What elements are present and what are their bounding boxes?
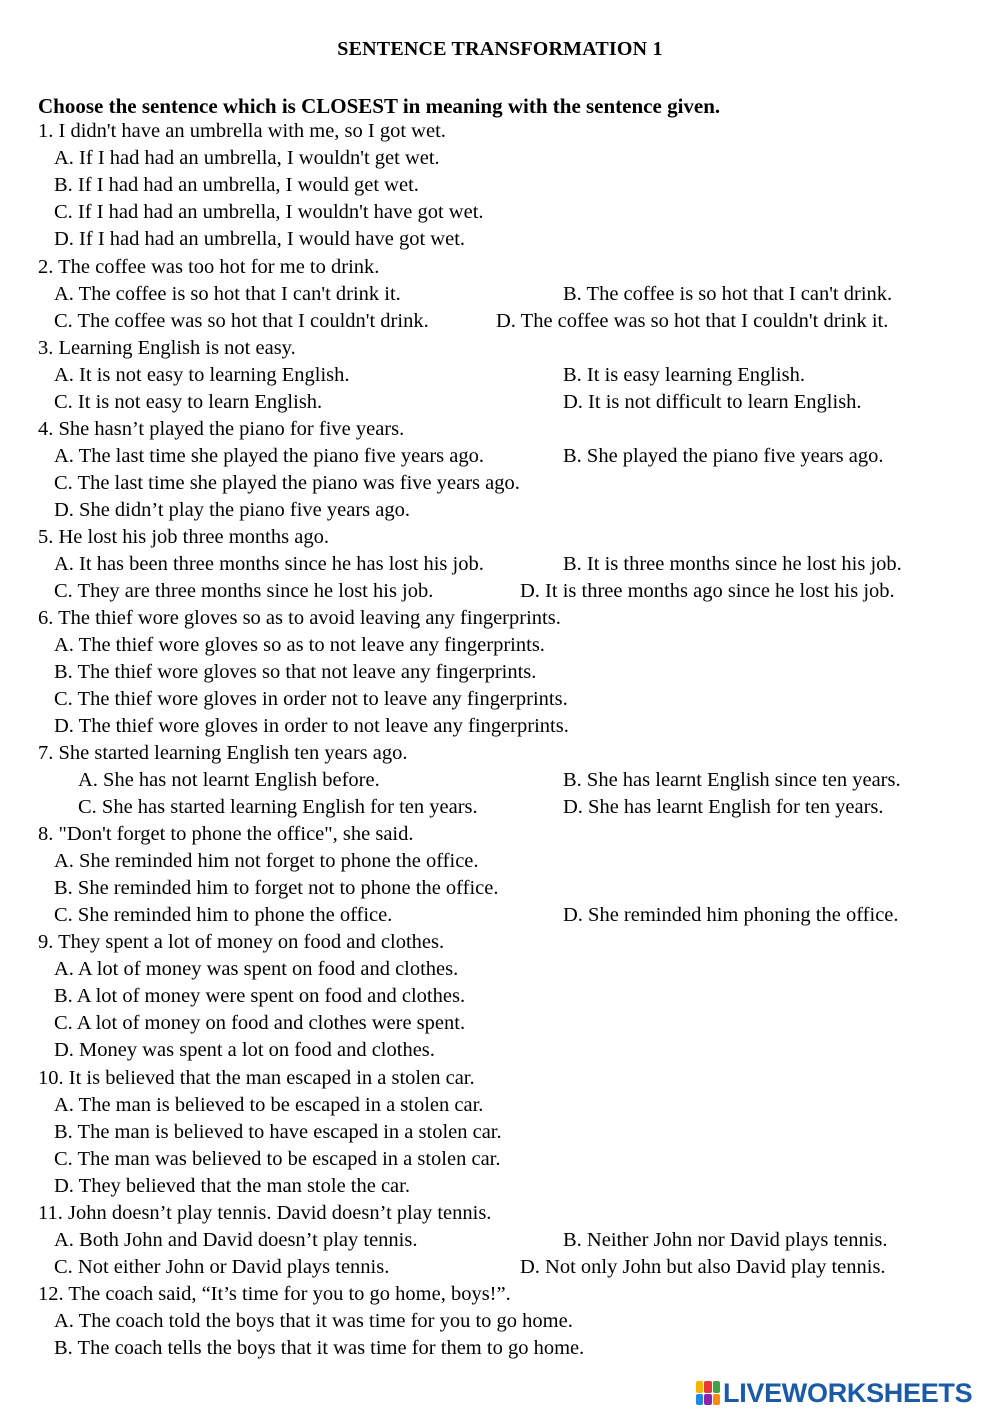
question-7-option-b[interactable]: B. She has learnt English since ten years. bbox=[563, 769, 901, 791]
question-3-option-d[interactable]: D. It is not difficult to learn English. bbox=[563, 391, 862, 413]
question-5-option-c[interactable]: C. They are three months since he lost his job. bbox=[54, 580, 434, 602]
question-11-option-a[interactable]: A. Both John and David doesn’t play tennis. bbox=[54, 1229, 418, 1251]
question-4-option-a[interactable]: A. The last time she played the piano five years ago. bbox=[54, 445, 484, 467]
question-5-option-d[interactable]: D. It is three months ago since he lost his job. bbox=[520, 580, 895, 602]
question-10-option-a[interactable]: A. The man is believed to be escaped in a stolen car. bbox=[54, 1094, 484, 1116]
question-10-prompt: 10. It is believed that the man escaped in a stolen car. bbox=[38, 1067, 475, 1089]
question-6-prompt: 6. The thief wore gloves so as to avoid leaving any fingerprints. bbox=[38, 607, 561, 629]
question-11-option-b[interactable]: B. Neither John nor David plays tennis. bbox=[563, 1229, 888, 1251]
question-4-option-b[interactable]: B. She played the piano five years ago. bbox=[563, 445, 884, 467]
question-4-option-c[interactable]: C. The last time she played the piano was five years ago. bbox=[54, 472, 520, 494]
logo-icon-cell bbox=[713, 1381, 720, 1393]
question-5-prompt: 5. He lost his job three months ago. bbox=[38, 526, 329, 548]
question-4-prompt: 4. She hasn’t played the piano for five years. bbox=[38, 418, 405, 440]
question-7-prompt: 7. She started learning English ten years ago. bbox=[38, 742, 408, 764]
question-6-option-a[interactable]: A. The thief wore gloves so as to not leave any fingerprints. bbox=[54, 634, 545, 656]
question-4-option-d[interactable]: D. She didn’t play the piano five years ago. bbox=[54, 499, 411, 521]
question-1-option-d[interactable]: D. If I had had an umbrella, I would have got wet. bbox=[54, 228, 466, 250]
logo-icon-cell bbox=[704, 1394, 711, 1406]
logo-icon-cell bbox=[696, 1394, 703, 1406]
question-8-option-b[interactable]: B. She reminded him to forget not to phone the office. bbox=[54, 877, 499, 899]
question-2-option-c[interactable]: C. The coffee was so hot that I couldn't drink. bbox=[54, 310, 429, 332]
instruction: Choose the sentence which is CLOSEST in meaning with the sentence given. bbox=[38, 94, 721, 118]
question-11-prompt: 11. John doesn’t play tennis. David doesn’t play tennis. bbox=[38, 1202, 492, 1224]
question-11-option-c[interactable]: C. Not either John or David plays tennis. bbox=[54, 1256, 390, 1278]
question-3-prompt: 3. Learning English is not easy. bbox=[38, 337, 296, 359]
question-1-option-b[interactable]: B. If I had had an umbrella, I would get wet. bbox=[54, 174, 419, 196]
question-3-option-c[interactable]: C. It is not easy to learn English. bbox=[54, 391, 323, 413]
question-9-option-b[interactable]: B. A lot of money were spent on food and clothes. bbox=[54, 985, 466, 1007]
liveworksheets-logo-icon bbox=[696, 1381, 720, 1405]
question-9-prompt: 9. They spent a lot of money on food and clothes. bbox=[38, 931, 445, 953]
question-2-prompt: 2. The coffee was too hot for me to drink. bbox=[38, 256, 380, 278]
question-5-option-b[interactable]: B. It is three months since he lost his job. bbox=[563, 553, 902, 575]
question-7-option-d[interactable]: D. She has learnt English for ten years. bbox=[563, 796, 884, 818]
question-8-prompt: 8. "Don't forget to phone the office", she said. bbox=[38, 823, 414, 845]
question-1-option-c[interactable]: C. If I had had an umbrella, I wouldn't have got wet. bbox=[54, 201, 484, 223]
logo-icon-cell bbox=[704, 1381, 711, 1393]
question-3-option-b[interactable]: B. It is easy learning English. bbox=[563, 364, 805, 386]
question-8-option-d[interactable]: D. She reminded him phoning the office. bbox=[563, 904, 899, 926]
question-8-option-a[interactable]: A. She reminded him not forget to phone the office. bbox=[54, 850, 479, 872]
question-12-prompt: 12. The coach said, “It’s time for you to go home, boys!”. bbox=[38, 1283, 511, 1305]
question-10-option-b[interactable]: B. The man is believed to have escaped in a stolen car. bbox=[54, 1121, 502, 1143]
question-6-option-d[interactable]: D. The thief wore gloves in order to not leave any fingerprints. bbox=[54, 715, 569, 737]
question-9-option-c[interactable]: C. A lot of money on food and clothes were spent. bbox=[54, 1012, 466, 1034]
question-6-option-c[interactable]: C. The thief wore gloves in order not to leave any fingerprints. bbox=[54, 688, 568, 710]
question-10-option-c[interactable]: C. The man was believed to be escaped in a stolen car. bbox=[54, 1148, 501, 1170]
question-1-prompt: 1. I didn't have an umbrella with me, so I got wet. bbox=[38, 120, 446, 142]
liveworksheets-logo[interactable] bbox=[696, 1378, 972, 1408]
question-7-option-a[interactable]: A. She has not learnt English before. bbox=[78, 769, 380, 791]
question-6-option-b[interactable]: B. The thief wore gloves so that not leave any fingerprints. bbox=[54, 661, 537, 683]
question-12-option-a[interactable]: A. The coach told the boys that it was time for you to go home. bbox=[54, 1310, 573, 1332]
question-5-option-a[interactable]: A. It has been three months since he has lost his job. bbox=[54, 553, 484, 575]
question-3-option-a[interactable]: A. It is not easy to learning English. bbox=[54, 364, 350, 386]
question-10-option-d[interactable]: D. They believed that the man stole the car. bbox=[54, 1175, 410, 1197]
question-7-option-c[interactable]: C. She has started learning English for ten years. bbox=[78, 796, 478, 818]
logo-icon-cell bbox=[696, 1381, 703, 1393]
logo-icon-cell bbox=[713, 1394, 720, 1406]
question-11-option-d[interactable]: D. Not only John but also David play tennis. bbox=[520, 1256, 886, 1278]
question-9-option-d[interactable]: D. Money was spent a lot on food and clothes. bbox=[54, 1039, 435, 1061]
page-title: SENTENCE TRANSFORMATION 1 bbox=[337, 38, 663, 60]
question-2-option-a[interactable]: A. The coffee is so hot that I can't drink it. bbox=[54, 283, 401, 305]
question-12-option-b[interactable]: B. The coach tells the boys that it was time for them to go home. bbox=[54, 1337, 585, 1359]
liveworksheets-logo-text: LIVEWORKSHEETS bbox=[723, 1377, 973, 1408]
question-8-option-c[interactable]: C. She reminded him to phone the office. bbox=[54, 904, 393, 926]
question-2-option-b[interactable]: B. The coffee is so hot that I can't drink. bbox=[563, 283, 893, 305]
question-9-option-a[interactable]: A. A lot of money was spent on food and clothes. bbox=[54, 958, 459, 980]
question-2-option-d[interactable]: D. The coffee was so hot that I couldn't drink it. bbox=[496, 310, 889, 332]
question-1-option-a[interactable]: A. If I had had an umbrella, I wouldn't get wet. bbox=[54, 147, 440, 169]
